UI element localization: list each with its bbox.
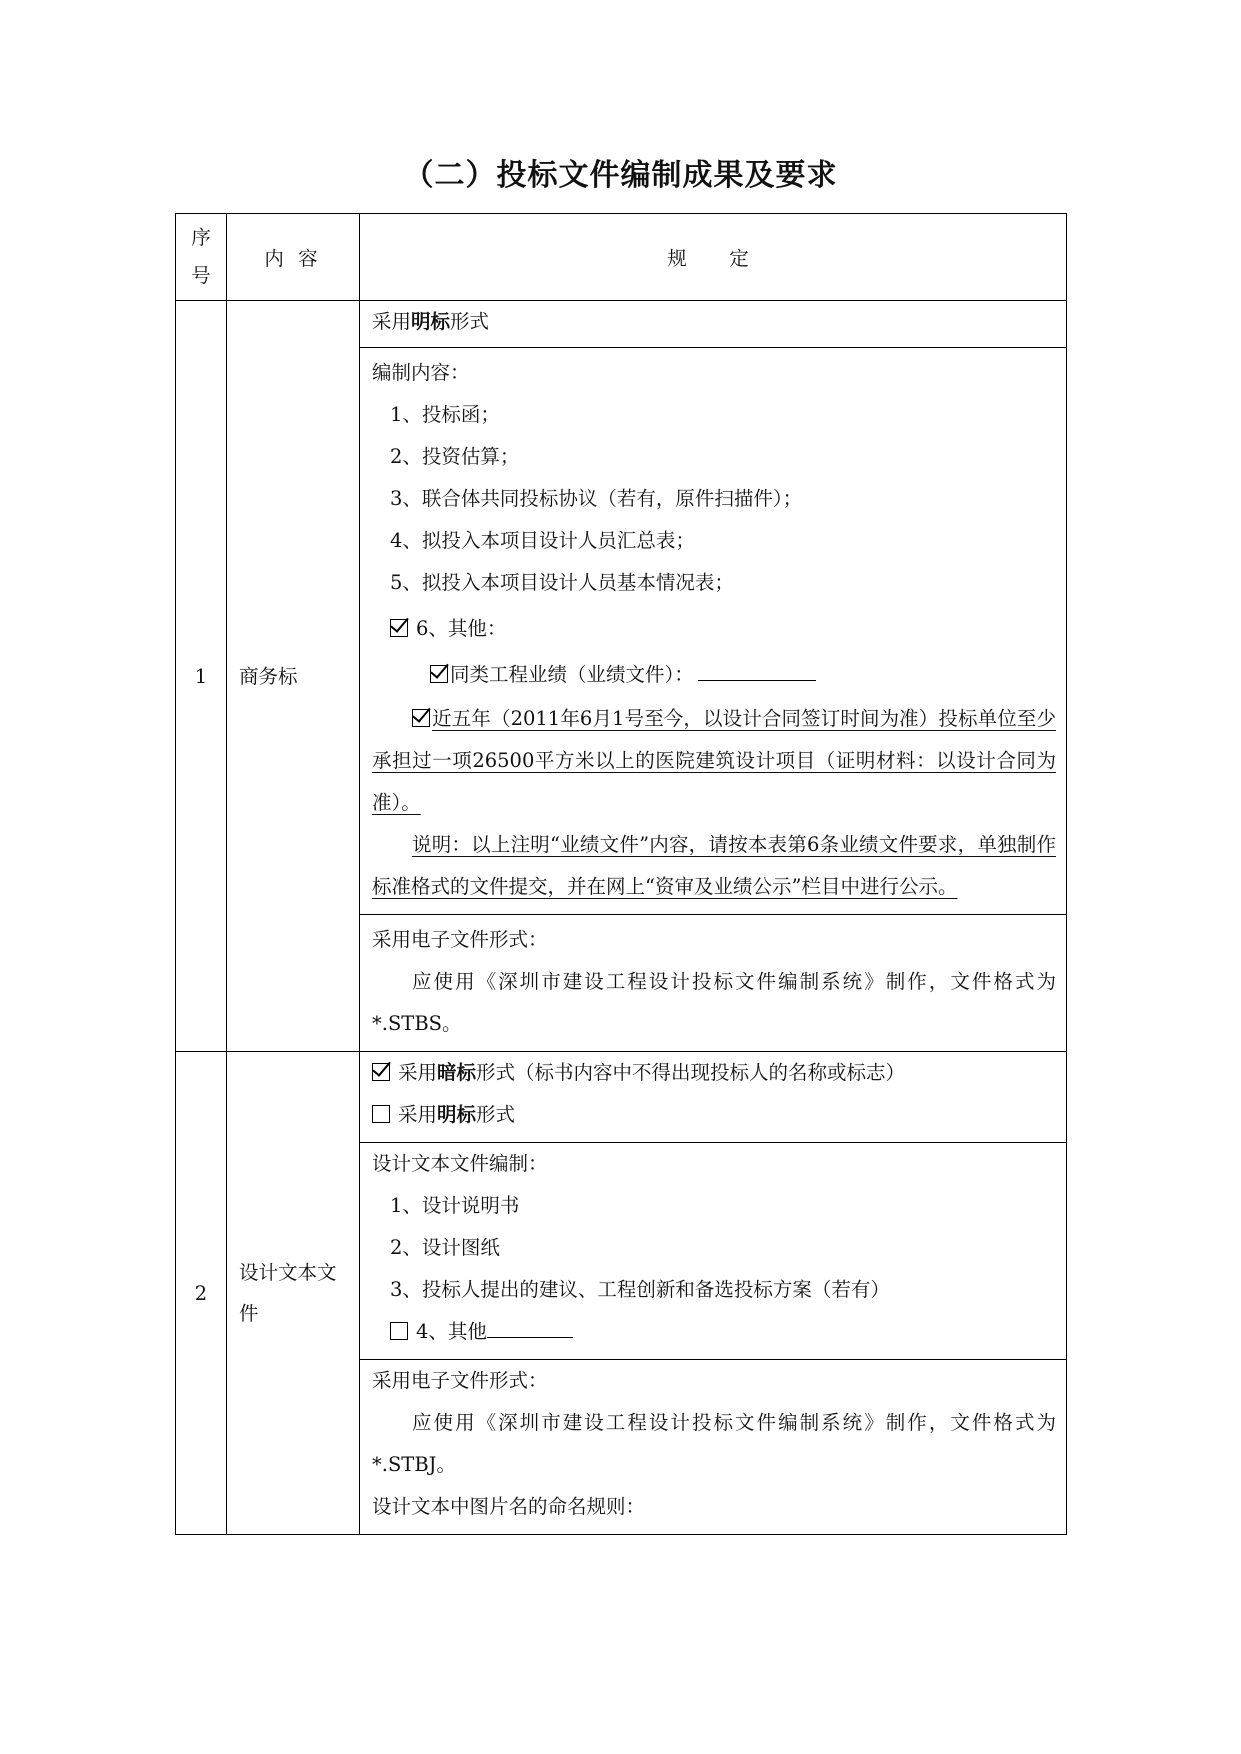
opt1-bold: 暗标 [437, 1061, 477, 1084]
item4-label: 4、其他 [416, 1320, 487, 1343]
table-header-row [176, 214, 1067, 301]
row2-format [360, 1052, 1066, 1142]
note-paragraph [372, 824, 1056, 908]
sub1-label: 同类工程业绩（业绩文件）： [450, 663, 694, 686]
item4 [372, 1311, 1056, 1353]
checkbox-checked-icon[interactable] [412, 709, 430, 727]
header-rule [360, 214, 1067, 301]
contents-title: 编制内容： [372, 361, 470, 384]
elec-title: 采用电子文件形式： [372, 1369, 548, 1392]
sub-item-recent-projects [372, 698, 1056, 824]
sub-item-performance [372, 654, 1056, 696]
fill-blank[interactable] [698, 660, 816, 681]
note-text: 说明：以上注明“业绩文件”内容，请按本表第6条业绩文件要求，单独制作标准格式的文件提交，并在网上“资审及业绩公示”栏目中进行公示。 [372, 833, 1056, 898]
header-content-label: 内 容 [264, 247, 322, 270]
header-seq: 序号 [176, 214, 227, 301]
naming-rule: 设计文本中图片名的命名规则： [372, 1495, 646, 1518]
row1-electronic [360, 915, 1066, 1051]
header-rule-label: 规 定 [667, 247, 759, 270]
list-item: 5、拟投入本项目设计人员基本情况表； [390, 571, 734, 594]
doc-title: 设计文本文件编制： [372, 1152, 548, 1175]
opt1-post: 形式（标书内容中不得出现投标人的名称或标志） [476, 1061, 906, 1084]
list-item: 1、设计说明书 [390, 1194, 520, 1217]
page-title: （二）投标文件编制成果及要求 [403, 158, 838, 193]
table-row [176, 301, 1067, 348]
checkbox-checked-icon[interactable] [430, 665, 448, 683]
row1-format [360, 301, 1066, 343]
header-content [227, 214, 360, 301]
row1-contents [360, 348, 1066, 914]
elec-title: 采用电子文件形式： [372, 928, 548, 951]
item6 [372, 608, 1056, 650]
fill-blank[interactable] [487, 1317, 573, 1338]
format-bold: 明标 [411, 310, 451, 333]
row1-electronic-cell [360, 915, 1067, 1052]
format-post: 形式 [450, 310, 490, 333]
table-row [176, 1052, 1067, 1143]
list-item: 2、设计图纸 [390, 1236, 500, 1259]
opt2-pre: 采用 [398, 1103, 438, 1126]
row2-format-cell [360, 1052, 1067, 1143]
row2-electronic-cell [360, 1360, 1067, 1535]
format-pre: 采用 [372, 310, 412, 333]
row1-format-cell [360, 301, 1067, 348]
list-item: 2、投资估算； [390, 445, 520, 468]
row1-seq: 1 [176, 301, 227, 1052]
checkbox-unchecked-icon[interactable] [390, 1322, 408, 1340]
list-item: 1、投标函； [390, 403, 500, 426]
checkbox-checked-icon[interactable] [390, 619, 408, 637]
row2-doc [360, 1143, 1066, 1359]
option-open-bid [372, 1094, 1056, 1136]
row1-category: 商务标 [227, 301, 360, 1052]
opt2-bold: 明标 [437, 1103, 477, 1126]
row2-seq: 2 [176, 1052, 227, 1535]
row2-category: 设计文本文件 [227, 1052, 360, 1535]
row2-electronic [360, 1360, 1066, 1534]
list-item: 3、联合体共同投标协议（若有，原件扫描件）； [390, 487, 803, 510]
checkbox-checked-icon[interactable] [372, 1063, 390, 1081]
elec-text: 应使用《深圳市建设工程设计投标文件编制系统》制作，文件格式为*.STBJ。 [372, 1411, 1056, 1476]
elec-text: 应使用《深圳市建设工程设计投标文件编制系统》制作，文件格式为*.STBS。 [372, 970, 1056, 1035]
opt2-post: 形式 [476, 1103, 516, 1126]
list-item: 3、投标人提出的建议、工程创新和备选投标方案（若有） [390, 1278, 890, 1301]
option-dark-bid [372, 1052, 1056, 1094]
item6-label: 6、其他： [416, 617, 507, 640]
row1-contents-cell [360, 348, 1067, 915]
sub2-text: 近五年（2011年6月1号至今，以设计合同签订时间为准）投标单位至少承担过一项26500平方米以上的医院建筑设计项目（证明材料：以设计合同为准）。 [372, 707, 1056, 814]
checkbox-unchecked-icon[interactable] [372, 1105, 390, 1123]
opt1-pre: 采用 [398, 1061, 438, 1084]
list-item: 4、拟投入本项目设计人员汇总表； [390, 529, 695, 552]
row2-doc-cell [360, 1143, 1067, 1360]
requirements-table [175, 213, 1067, 1535]
